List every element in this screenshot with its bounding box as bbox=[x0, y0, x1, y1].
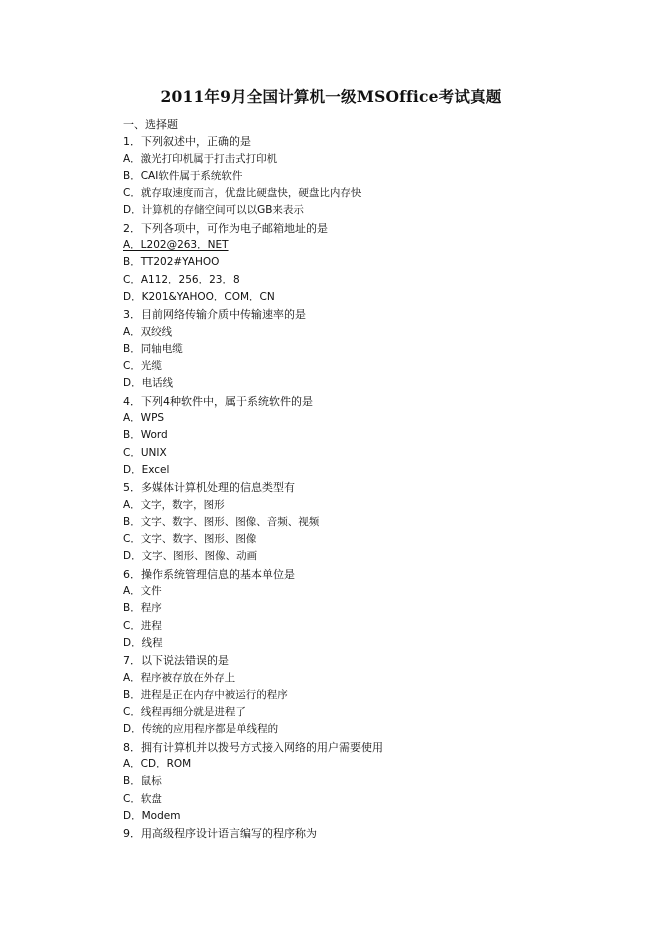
option-text: B．同轴电缆 bbox=[123, 342, 183, 355]
question-text: 2．下列各项中，可作为电子邮箱地址的是 bbox=[123, 221, 328, 235]
option-text: A．文字，数字，图形 bbox=[123, 498, 225, 511]
option-text: B．文字、数字、图形、图像、音频、视频 bbox=[123, 515, 320, 528]
document-body bbox=[123, 116, 563, 842]
document-title: 2011年9月全国计算机一级MSOffice考试真题 bbox=[160, 87, 502, 106]
question-text: 9．用高级程序设计语言编写的程序称为 bbox=[123, 827, 317, 841]
option-text: B．TT202#YAHOO bbox=[123, 256, 220, 269]
option-text: B．CAI软件属于系统软件 bbox=[123, 169, 243, 182]
question-text: 4．下列4种软件中，属于系统软件的是 bbox=[123, 394, 313, 408]
option-text: C．就存取速度而言，优盘比硬盘快，硬盘比内存快 bbox=[123, 187, 362, 200]
question-text: 7．以下说法错误的是 bbox=[123, 654, 229, 668]
option-text: C．UNIX bbox=[123, 446, 167, 459]
option-text: D．Modem bbox=[123, 809, 181, 822]
option-text: A．WPS bbox=[123, 412, 165, 425]
option-text: A．文件 bbox=[123, 585, 162, 598]
question-text: 1．下列叙述中，正确的是 bbox=[123, 135, 251, 149]
option-text: D．K201&YAHOO．COM．CN bbox=[123, 290, 275, 303]
question-text: 5．多媒体计算机处理的信息类型有 bbox=[123, 481, 295, 495]
option-text: D．Excel bbox=[123, 463, 170, 476]
option-text: C．光缆 bbox=[123, 360, 162, 373]
option-text: D．线程 bbox=[123, 636, 163, 649]
option-text: A．双绞线 bbox=[123, 325, 173, 338]
option-text: D．文字、图形、图像、动画 bbox=[123, 550, 258, 563]
question-text: 3．目前网络传输介质中传输速率的是 bbox=[123, 308, 306, 322]
option-text: A．L202@263．NET bbox=[123, 239, 229, 252]
option-text: C．软盘 bbox=[123, 792, 162, 805]
question-text: 8．拥有计算机并以拨号方式接入网络的用户需要使用 bbox=[123, 740, 383, 754]
option-text: D．电话线 bbox=[123, 377, 174, 390]
question-text: 6．操作系统管理信息的基本单位是 bbox=[123, 567, 295, 581]
option-text: D．传统的应用程序都是单线程的 bbox=[123, 723, 279, 736]
option-text: C．A112．256．23．8 bbox=[123, 273, 240, 286]
option-text: B．进程是正在内存中被运行的程序 bbox=[123, 688, 288, 701]
option-text: C．线程再细分就是进程了 bbox=[123, 706, 246, 719]
option-text: B．鼠标 bbox=[123, 775, 162, 788]
option-text: B．Word bbox=[123, 429, 168, 442]
option-text: D．计算机的存储空间可以以GB来表示 bbox=[123, 204, 304, 217]
option-text: C．进程 bbox=[123, 619, 162, 632]
option-text: A．激光打印机属于打击式打印机 bbox=[123, 152, 278, 165]
option-text: A．CD．ROM bbox=[123, 757, 192, 770]
option-text: C．文字、数字、图形、图像 bbox=[123, 533, 257, 546]
option-text: B．程序 bbox=[123, 602, 162, 615]
section-heading: 一、选择题 bbox=[123, 118, 178, 131]
option-text: A．程序被存放在外存上 bbox=[123, 671, 236, 684]
